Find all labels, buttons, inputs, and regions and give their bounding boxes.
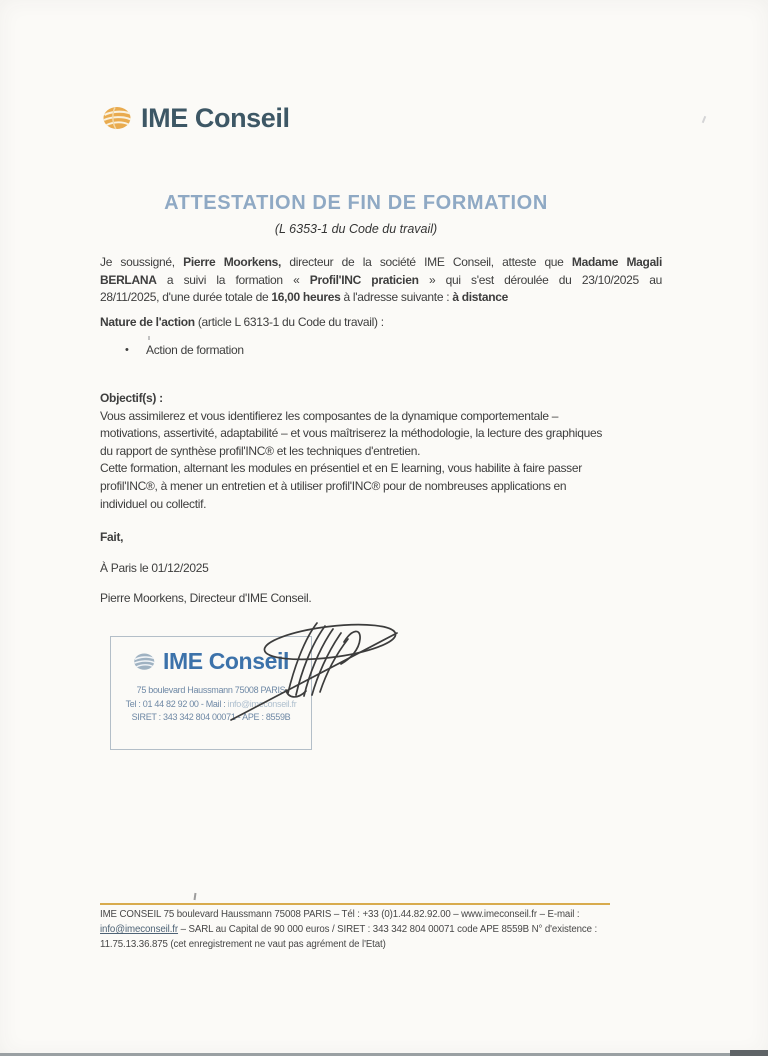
footer-legal-block [100,907,597,952]
objectives-line: Cette formation, alternant les modules en présentiel et en E learning, vous habilite à faire passer [100,461,582,476]
footer-line-1: IME CONSEIL 75 boulevard Haussmann 75008 PARIS – Tél : +33 (0)1.44.82.92.00 – www.imeconseil.fr – E-mail : [100,909,580,920]
stamp-address-line: 75 boulevard Haussmann 75008 PARIS [136,685,286,695]
logo-wordmark: IME Conseil [141,103,290,133]
objectives-line: motivations, assertivité, adaptabilité – et vous maîtriserez la méthodologie, la lecture des graphiques [100,426,603,441]
footer-line-2: info@imeconseil.fr – SARL au Capital de 90 000 euros / SIRET : 343 342 804 00071 code APE 8559B N° d'existence : [100,924,598,935]
scan-speck [194,893,197,900]
attestation-line-1: Je soussigné, Pierre Moorkens, directeur de la société IME Conseil, atteste que Madame Magali [100,255,663,269]
attestation-line-2: BERLANA a suivi la formation « Profil'INC praticien » qui s'est déroulée du 23/10/2025 au [100,272,662,287]
scan-speck [702,116,706,123]
footer-email-link[interactable]: info@imeconseil.fr [100,924,179,935]
nature-action-heading: Nature de l'action (article L 6313-1 du Code du travail) : [100,315,384,329]
stamp-logo [111,648,311,675]
objectives-section [100,390,760,513]
attestation-paragraph [100,254,662,307]
bullet-marker-icon: • [125,344,129,356]
footer-line-3: 11.75.13.36.875 (cet enregistrement ne vaut pas agrément de l'Etat) [100,939,386,950]
objectives-line: individuel ou collectif. [100,496,207,511]
stamp-email: info@imeconseil.fr [227,698,297,709]
swirl-globe-icon [133,652,157,672]
footer-gold-rule [100,903,610,905]
stamp-siret-line: SIRET : 343 342 804 00071 - APE : 8559B [131,712,291,722]
stamp-contact-line: Tel : 01 44 82 92 00 - Mail : info@imeconseil.fr [125,698,297,709]
fait-label: Fait, [100,530,124,544]
action-list-item [100,342,662,360]
page-title: ATTESTATION DE FIN DE FORMATION [164,192,548,214]
bullet-label: Action de formation [146,343,244,357]
objectives-line: du rapport de synthèse profil'INC® et les techniques d'entretien. [100,443,421,458]
scan-speck [148,336,150,340]
company-stamp [110,636,312,750]
objectives-heading: Objectif(s) : [100,391,163,405]
attestation-line-3: 28/11/2025, d'une durée totale de 16,00 heures à l'adresse suivante : à distance [100,290,509,305]
swirl-globe-icon [102,105,134,132]
place-and-date: À Paris le 01/12/2025 [100,561,209,575]
objectives-line: Vous assimilerez et vous identifierez les composantes de la dynamique comportementale – [100,408,559,423]
ime-conseil-logo [102,103,290,134]
signatory-line: Pierre Moorkens, Directeur d'IME Conseil. [100,591,312,605]
scan-edge-corner [730,1050,768,1056]
stamp-address-block [111,684,311,725]
objectives-line: profil'INC®, à mener un entretien et à utiliser profil'INC® pour de nombreuses applications en [100,478,567,493]
stamp-wordmark: IME Conseil [163,648,289,674]
title-legal-reference: (L 6353-1 du Code du travail) [274,222,438,236]
